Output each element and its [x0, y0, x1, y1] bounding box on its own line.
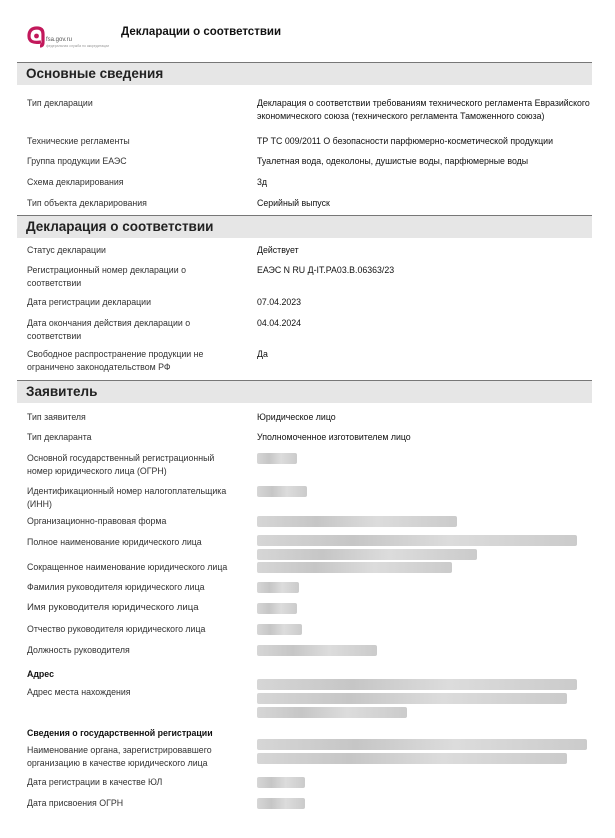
field-value: Да: [257, 349, 268, 359]
field-value: Действует: [257, 245, 299, 255]
section-title: Декларация о соответствии: [26, 219, 214, 234]
field-value: 04.04.2024: [257, 318, 302, 328]
field-label: Фамилия руководителя юридического лица: [27, 582, 205, 592]
redacted-value: [257, 562, 452, 573]
field-label: Должность руководителя: [27, 645, 130, 655]
redacted-value: [257, 777, 305, 788]
redacted-value: [257, 645, 377, 656]
section-title: Основные сведения: [26, 66, 164, 81]
field-label: Дата присвоения ОГРН: [27, 798, 124, 808]
section-applicant-header: [17, 380, 592, 403]
field-value: Юридическое лицо: [257, 412, 336, 422]
redacted-value: [257, 535, 577, 546]
redacted-value: [257, 624, 302, 635]
field-label: Дата регистрации в качестве ЮЛ: [27, 777, 163, 787]
field-label: Дата регистрации декларации: [27, 297, 152, 307]
redacted-value: [257, 707, 407, 718]
subsection-address: Адрес: [27, 669, 54, 679]
field-label: Тип заявителя: [27, 412, 86, 422]
field-label: Группа продукции ЕАЭС: [27, 156, 127, 166]
redacted-value: [257, 486, 307, 497]
redacted-value: [257, 549, 477, 560]
field-label: Полное наименование юридического лица: [27, 537, 202, 547]
redacted-value: [257, 582, 299, 593]
field-label: Адрес места нахождения: [27, 687, 131, 697]
field-value: Уполномоченное изготовителем лицо: [257, 432, 411, 442]
field-label: Имя руководителя юридического лица: [27, 602, 199, 613]
field-label: Тип декларации: [27, 98, 93, 108]
field-label: Дата окончания действия декларации о соответствии: [27, 318, 191, 341]
field-value: ЕАЭС N RU Д-IT.РА03.В.06363/23: [257, 265, 395, 275]
field-label: Регистрационный номер декларации о соответствии: [27, 265, 186, 288]
logo-domain: fsa.gov.ru: [46, 37, 72, 43]
page-header: [0, 0, 615, 62]
redacted-value: [257, 679, 577, 690]
logo-subtitle: федеральная служба по аккредитации: [46, 44, 110, 48]
field-label: Сокращенное наименование юридического лица: [27, 562, 228, 572]
redacted-value: [257, 798, 305, 809]
redacted-value: [257, 739, 587, 750]
field-label: Тип объекта декларирования: [27, 198, 147, 208]
field-value: Туалетная вода, одеколоны, душистые воды, парфюмерные воды: [257, 156, 529, 166]
section-declaration-header: [17, 215, 592, 238]
section-basic-header: [17, 62, 592, 85]
field-value: 07.04.2023: [257, 297, 302, 307]
redacted-value: [257, 516, 457, 527]
field-label: Отчество руководителя юридического лица: [27, 624, 206, 634]
field-label: Тип декларанта: [27, 432, 92, 442]
subsection-registration: Сведения о государственной регистрации: [27, 728, 213, 738]
fsa-logo-icon: [25, 22, 47, 48]
field-value: Декларация о соответствии требованиям технического регламента Евразийского экономического союза (технического регламента Таможенного союза): [257, 98, 590, 121]
field-label: Идентификационный номер налогоплательщика (ИНН): [27, 486, 227, 509]
field-label: Статус декларации: [27, 245, 106, 255]
field-label: Свободное распространение продукции не ограничено законодательством РФ: [27, 349, 204, 372]
redacted-value: [257, 753, 567, 764]
page-title: Декларации о соответствии: [121, 26, 282, 38]
redacted-value: [257, 603, 297, 614]
field-value: 3д: [257, 177, 268, 187]
field-label: Организационно-правовая форма: [27, 516, 167, 526]
fsa-logo[interactable]: [25, 22, 110, 50]
field-value: Серийный выпуск: [257, 198, 330, 208]
field-value: ТР ТС 009/2011 О безопасности парфюмерно-косметической продукции: [257, 136, 553, 146]
field-label: Технические регламенты: [27, 136, 130, 146]
field-label: Наименование органа, зарегистрировавшего организацию в качестве юридического лица: [27, 745, 212, 768]
redacted-value: [257, 693, 567, 704]
field-label: Схема декларирования: [27, 177, 124, 187]
section-title: Заявитель: [26, 384, 98, 399]
redacted-value: [257, 453, 297, 464]
field-label: Основной государственный регистрационный номер юридического лица (ОГРН): [27, 453, 215, 476]
